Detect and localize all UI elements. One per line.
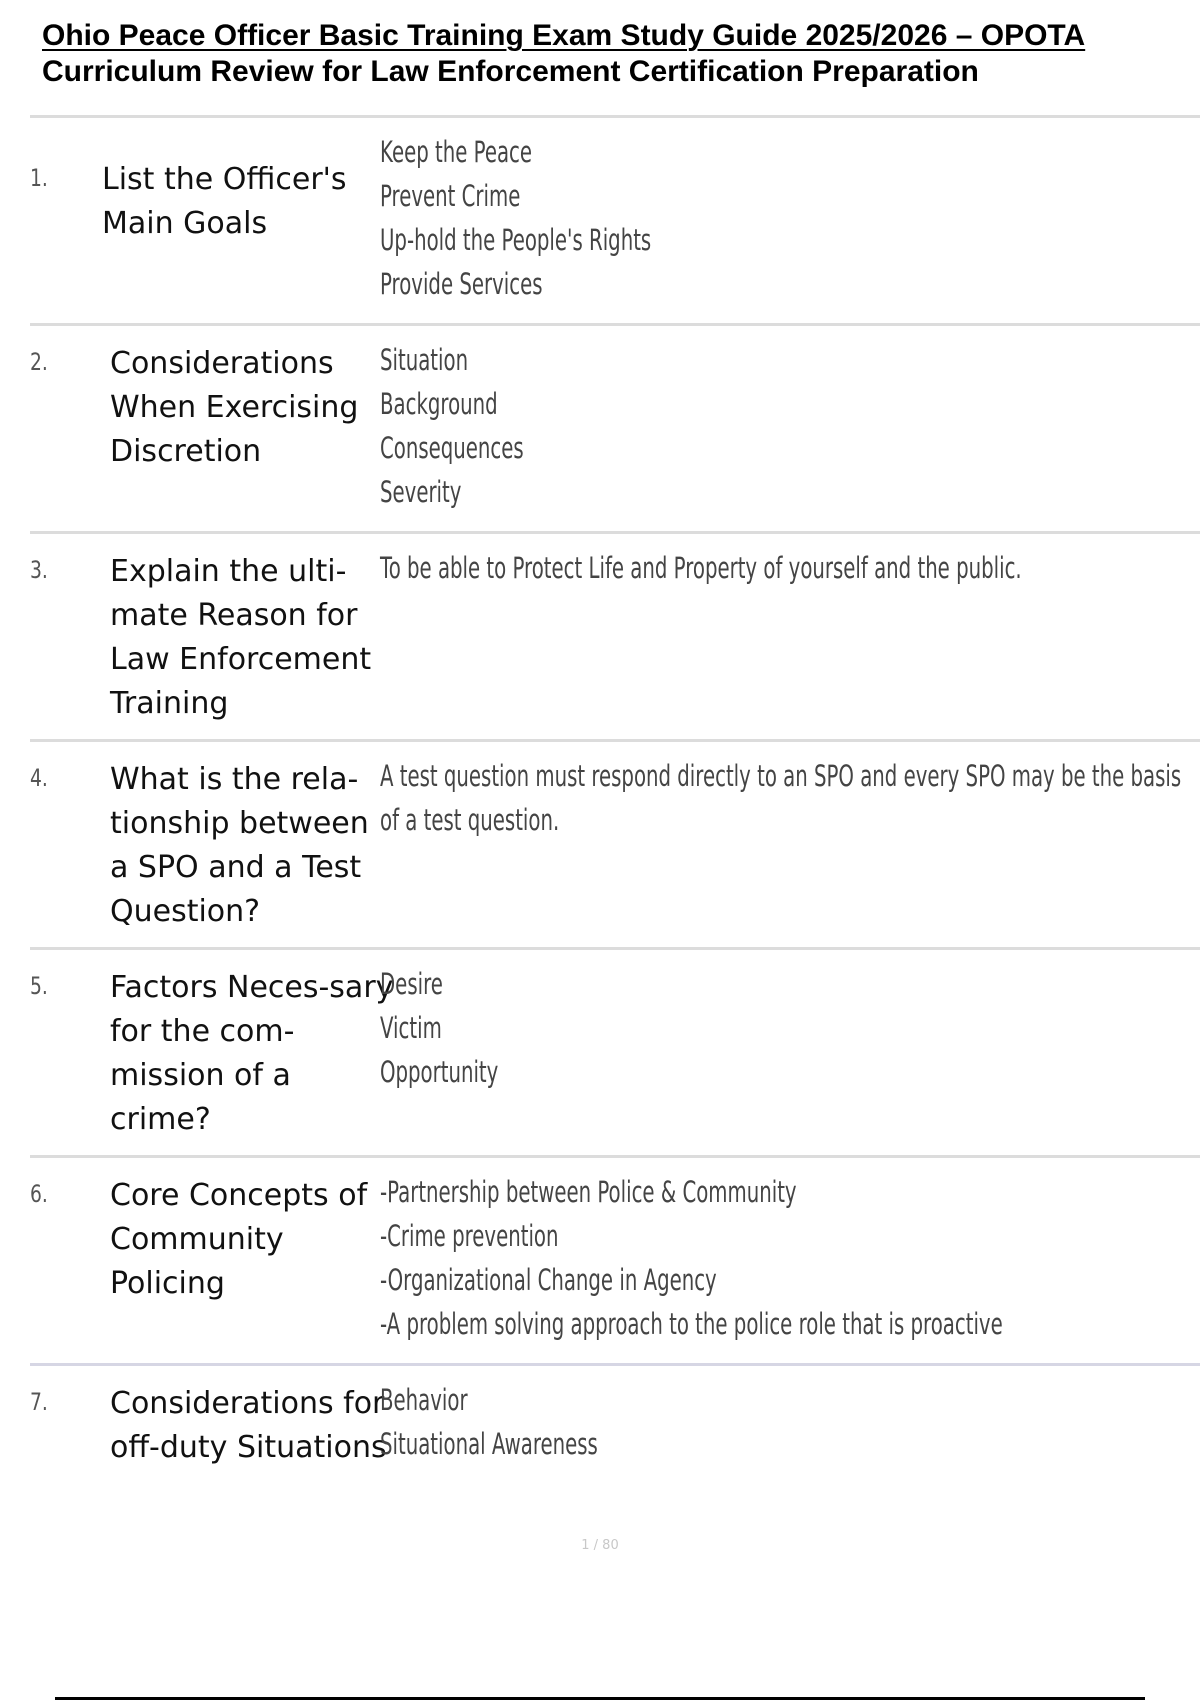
card-number: 4.	[30, 764, 48, 792]
definition-line: -Organizational Change in Agency	[380, 1263, 717, 1297]
card-definition	[380, 338, 1182, 514]
flashcard-list	[30, 115, 1200, 1533]
card-number: 2.	[30, 348, 48, 376]
card-term: Considerations When Exercising Discretion	[110, 346, 359, 469]
card-number: 6.	[30, 1180, 48, 1208]
flashcard-3	[30, 531, 1200, 739]
definition-line: Up-hold the People's Rights	[380, 223, 652, 257]
flashcard-1	[30, 115, 1200, 323]
card-definition	[380, 1170, 1182, 1346]
title-line-1: Ohio Peace Officer Basic Training Exam Study Guide 2025/2026 – OPOTA	[42, 19, 1086, 52]
card-definition	[380, 130, 1182, 306]
definition-line: Victim	[380, 1011, 442, 1045]
definition-line: Prevent Crime	[380, 179, 521, 213]
card-number: 3.	[30, 556, 48, 584]
definition-line: -Partnership between Police & Community	[380, 1175, 797, 1209]
card-definition	[380, 754, 1182, 842]
card-definition	[380, 546, 1182, 590]
card-term: Core Concepts of Community Policing	[110, 1178, 368, 1301]
card-term: Factors Neces-sary for the com-mission of a crime?	[110, 970, 394, 1137]
card-number: 1.	[30, 164, 48, 192]
flashcard-4	[30, 739, 1200, 947]
card-definition	[380, 1378, 1182, 1466]
title-line-2: Curriculum Review for Law Enforcement Certification Preparation	[42, 55, 979, 88]
page-number: 1 / 80	[581, 1538, 619, 1553]
definition-line: To be able to Protect Life and Property of yourself and the public.	[380, 551, 1022, 585]
card-term: Considerations for off-duty Situations	[110, 1386, 387, 1465]
flashcard-5	[30, 947, 1200, 1155]
definition-line: Provide Services	[380, 267, 543, 301]
card-term: What is the rela-tionship between a SPO and a Test Question?	[110, 762, 369, 929]
definition-line: Keep the Peace	[380, 135, 533, 169]
card-number: 5.	[30, 972, 48, 1000]
definition-line: Consequences	[380, 431, 524, 465]
card-term: Explain the ulti-mate Reason for Law Enforcement Training	[110, 554, 372, 721]
definition-line: Background	[380, 387, 498, 421]
definition-line: Situational Awareness	[380, 1427, 598, 1461]
definition-line: -Crime prevention	[380, 1219, 559, 1253]
definition-line: Desire	[380, 967, 443, 1001]
card-definition	[380, 962, 1182, 1094]
definition-line: A test question must respond directly to an SPO and every SPO may be the basis	[380, 759, 1182, 793]
definition-line: -A problem solving approach to the police role that is proactive	[380, 1307, 1003, 1341]
document-title	[42, 18, 1172, 90]
definition-line: Situation	[380, 343, 469, 377]
card-term: List the Officer's Main Goals	[102, 162, 347, 241]
definition-line: Severity	[380, 475, 462, 509]
flashcard-7	[30, 1363, 1200, 1533]
flashcard-6	[30, 1155, 1200, 1363]
definition-line: Behavior	[380, 1383, 468, 1417]
flashcard-2	[30, 323, 1200, 531]
definition-line: Opportunity	[380, 1055, 499, 1089]
definition-line: of a test question.	[380, 803, 560, 837]
card-number: 7.	[30, 1388, 48, 1416]
